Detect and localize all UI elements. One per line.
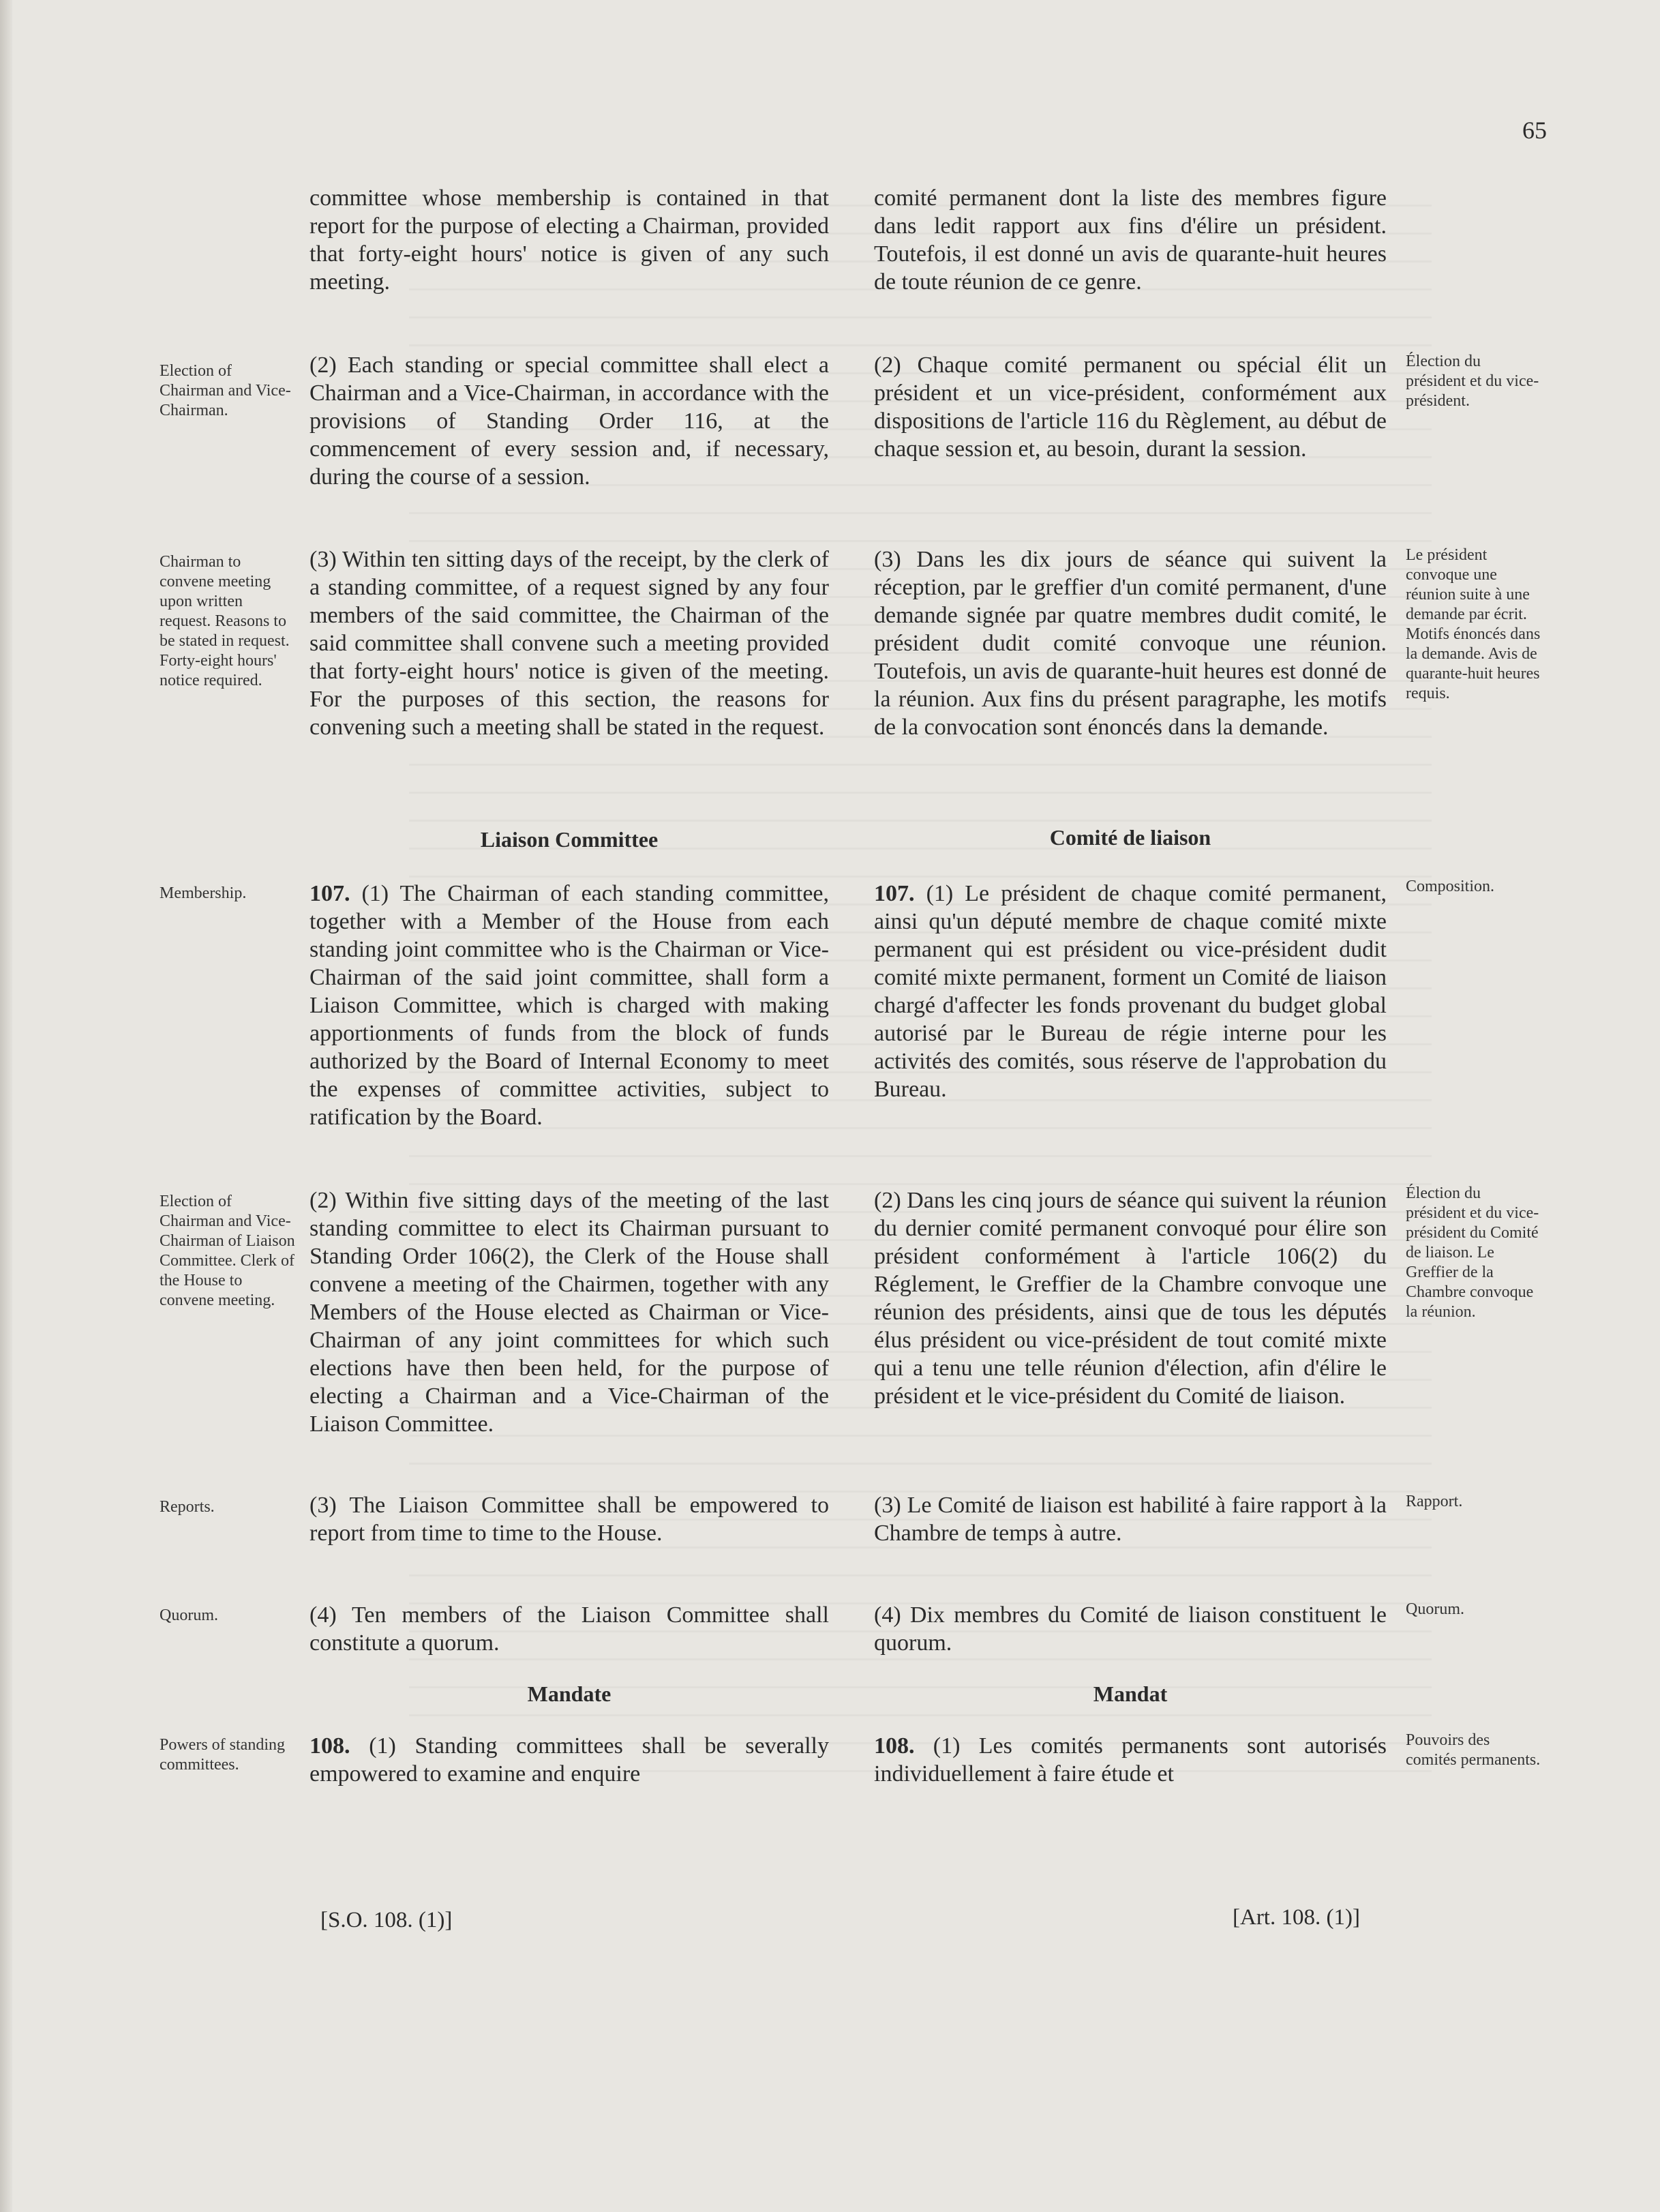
fr-107-1-text: (1) Le président de chaque comité permanent, ainsi qu'un député membre de chaque comité mixte permanent qui est président ou vice-président dudit comité mixte permanent, forment un Comité de liaison chargé d'affecter les fonds provenant du budget global autorisé par le Bureau de régie interne pour les activités des comités, sous réserve de l'approbation du Bureau.	[874, 881, 1387, 1102]
fr-note-election: Élection du président et du vice-président.	[1406, 353, 1539, 410]
en-heading-mandate: Mandate	[527, 1682, 612, 1706]
fr-106-3-paragraph: (3) Dans les dix jours de séance qui suivent la réception, par le greffier d'un comité permanent, d'une demande signée par quatre membres dudit comité, le président dudit comité convoque une réunion. Toutefois, un avis de quarante-huit heures est donné de la réunion. Aux fins du présent paragraphe, les motifs de la convocation sont énoncés dans la demande.	[874, 547, 1387, 740]
en-107-4-paragraph: (4) Ten members of the Liaison Committee shall constitute a quorum.	[310, 1602, 829, 1656]
fr-intro-paragraph: comité permanent dont la liste des membres figure dans ledit rapport aux fins d'élire un président. Toutefois, il est donné un avis de quarante-huit heures de toute réunion de ce genre.	[874, 185, 1387, 295]
fr-107-1-paragraph	[874, 880, 1387, 1103]
fr-heading-liaison: Comité de liaison	[1049, 825, 1211, 850]
fr-107-4-paragraph: (4) Dix membres du Comité de liaison constituent le quorum.	[874, 1602, 1387, 1656]
en-107-3-paragraph: (3) The Liaison Committee shall be empowered to report from time to time to the House.	[310, 1493, 829, 1546]
en-note-election: Election of Chairman and Vice-Chairman.	[160, 362, 291, 419]
en-footer-reference: [S.O. 108. (1)]	[320, 1908, 453, 1932]
en-note-election-liaison: Election of Chairman and Vice-Chairman of Liaison Committee. Clerk of the House to convene meeting.	[160, 1193, 295, 1309]
fr-107-2-paragraph: (2) Dans les cinq jours de séance qui suivent la réunion du dernier comité permanent convoqué pour élire son président conformément à l'article 106(2) du Réglement, le Greffier de la Chambre convoque une réunion des présidents, ainsi que de tous les députés élus président ou vice-président de tout comité mixte qui a tenu une telle réunion d'élection, afin d'élire le président et le vice-président du Comité de liaison.	[874, 1188, 1387, 1409]
en-heading-liaison: Liaison Committee	[480, 827, 659, 852]
fr-note-membership: Composition.	[1406, 878, 1495, 895]
en-106-3-paragraph: (3) Within ten sitting days of the receipt, by the clerk of a standing committee, of a request signed by any four members of the said committee, the Chairman of the said committee shall convene such a meeting provided that forty-eight hours' notice is given of the meeting. For the purposes of this section, the reasons for convening such a meeting shall be stated in the request.	[310, 547, 829, 740]
fr-heading-mandate: Mandat	[1093, 1682, 1168, 1706]
en-note-quorum: Quorum.	[160, 1606, 218, 1624]
en-note-powers: Powers of standing committees.	[160, 1736, 285, 1774]
fr-107-3-paragraph: (3) Le Comité de liaison est habilité à faire rapport à la Chambre de temps à autre.	[874, 1493, 1387, 1546]
en-107-1-text: (1) The Chairman of each standing committee, together with a Member of the House from each standing joint committee who is the Chairman or Vice-Chairman of the said joint committee, shall form a Liaison Committee, which is charged with making apportionments of funds from the block of funds authorized by the Board of Internal Economy to meet the expenses of committee activities, subject to ratification by the Board.	[310, 881, 829, 1130]
fr-108-1-text: (1) Les comités permanents sont autorisés individuellement à faire étude et	[874, 1733, 1387, 1787]
fr-note-convene: Le président convoque une réunion suite à une demande par écrit. Motifs énoncés dans la demande. Avis de quarante-huit heures requis.	[1406, 546, 1541, 702]
fr-note-quorum: Quorum.	[1406, 1600, 1464, 1618]
en-107-number: 107.	[310, 881, 350, 906]
fr-note-powers: Pouvoirs des comités permanents.	[1406, 1731, 1541, 1769]
fr-106-2-paragraph: (2) Chaque comité permanent ou spécial élit un président et un vice-président, conformément aux dispositions de l'article 116 du Règlement, au début de chaque session et, au besoin, durant la session.	[874, 353, 1387, 462]
fr-107-number: 107.	[874, 881, 915, 906]
en-108-1-paragraph	[310, 1732, 829, 1788]
fr-note-reports: Rapport.	[1406, 1493, 1463, 1510]
en-note-reports: Reports.	[160, 1498, 215, 1516]
en-note-convene: Chairman to convene meeting upon written request. Reasons to be stated in request. Forty-eight hours' notice required.	[160, 553, 290, 689]
page-number: 65	[1522, 117, 1547, 144]
fr-108-number: 108.	[874, 1733, 915, 1759]
book-spine-shadow	[0, 0, 12, 2212]
en-intro-paragraph: committee whose membership is contained in that report for the purpose of electing a Chairman, provided that forty-eight hours' notice is given of any such meeting.	[310, 185, 829, 295]
en-107-1-paragraph	[310, 880, 829, 1131]
fr-108-1-paragraph	[874, 1732, 1387, 1788]
en-106-2-paragraph: (2) Each standing or special committee shall elect a Chairman and a Vice-Chairman, in accordance with the provisions of Standing Order 116, at the commencement of every session and, if necessary, during the course of a session.	[310, 353, 829, 490]
en-107-2-paragraph: (2) Within five sitting days of the meeting of the last standing committee to elect its Chairman pursuant to Standing Order 106(2), the Clerk of the House shall convene a meeting of the Chairmen, together with any Members of the House elected as Chairman or Vice-Chairman of any joint committees for which such elections have then been held, for the purpose of electing a Chairman and a Vice-Chairman of the Liaison Committee.	[310, 1188, 829, 1437]
en-note-membership: Membership.	[160, 884, 247, 902]
en-108-number: 108.	[310, 1733, 350, 1759]
fr-footer-reference: [Art. 108. (1)]	[1233, 1905, 1360, 1930]
en-108-1-text: (1) Standing committees shall be severally empowered to examine and enquire	[310, 1733, 829, 1787]
fr-note-election-liaison: Élection du président et du vice-président du Comité de liaison. Le Greffier de la Chambre convoque la réunion.	[1406, 1184, 1539, 1321]
